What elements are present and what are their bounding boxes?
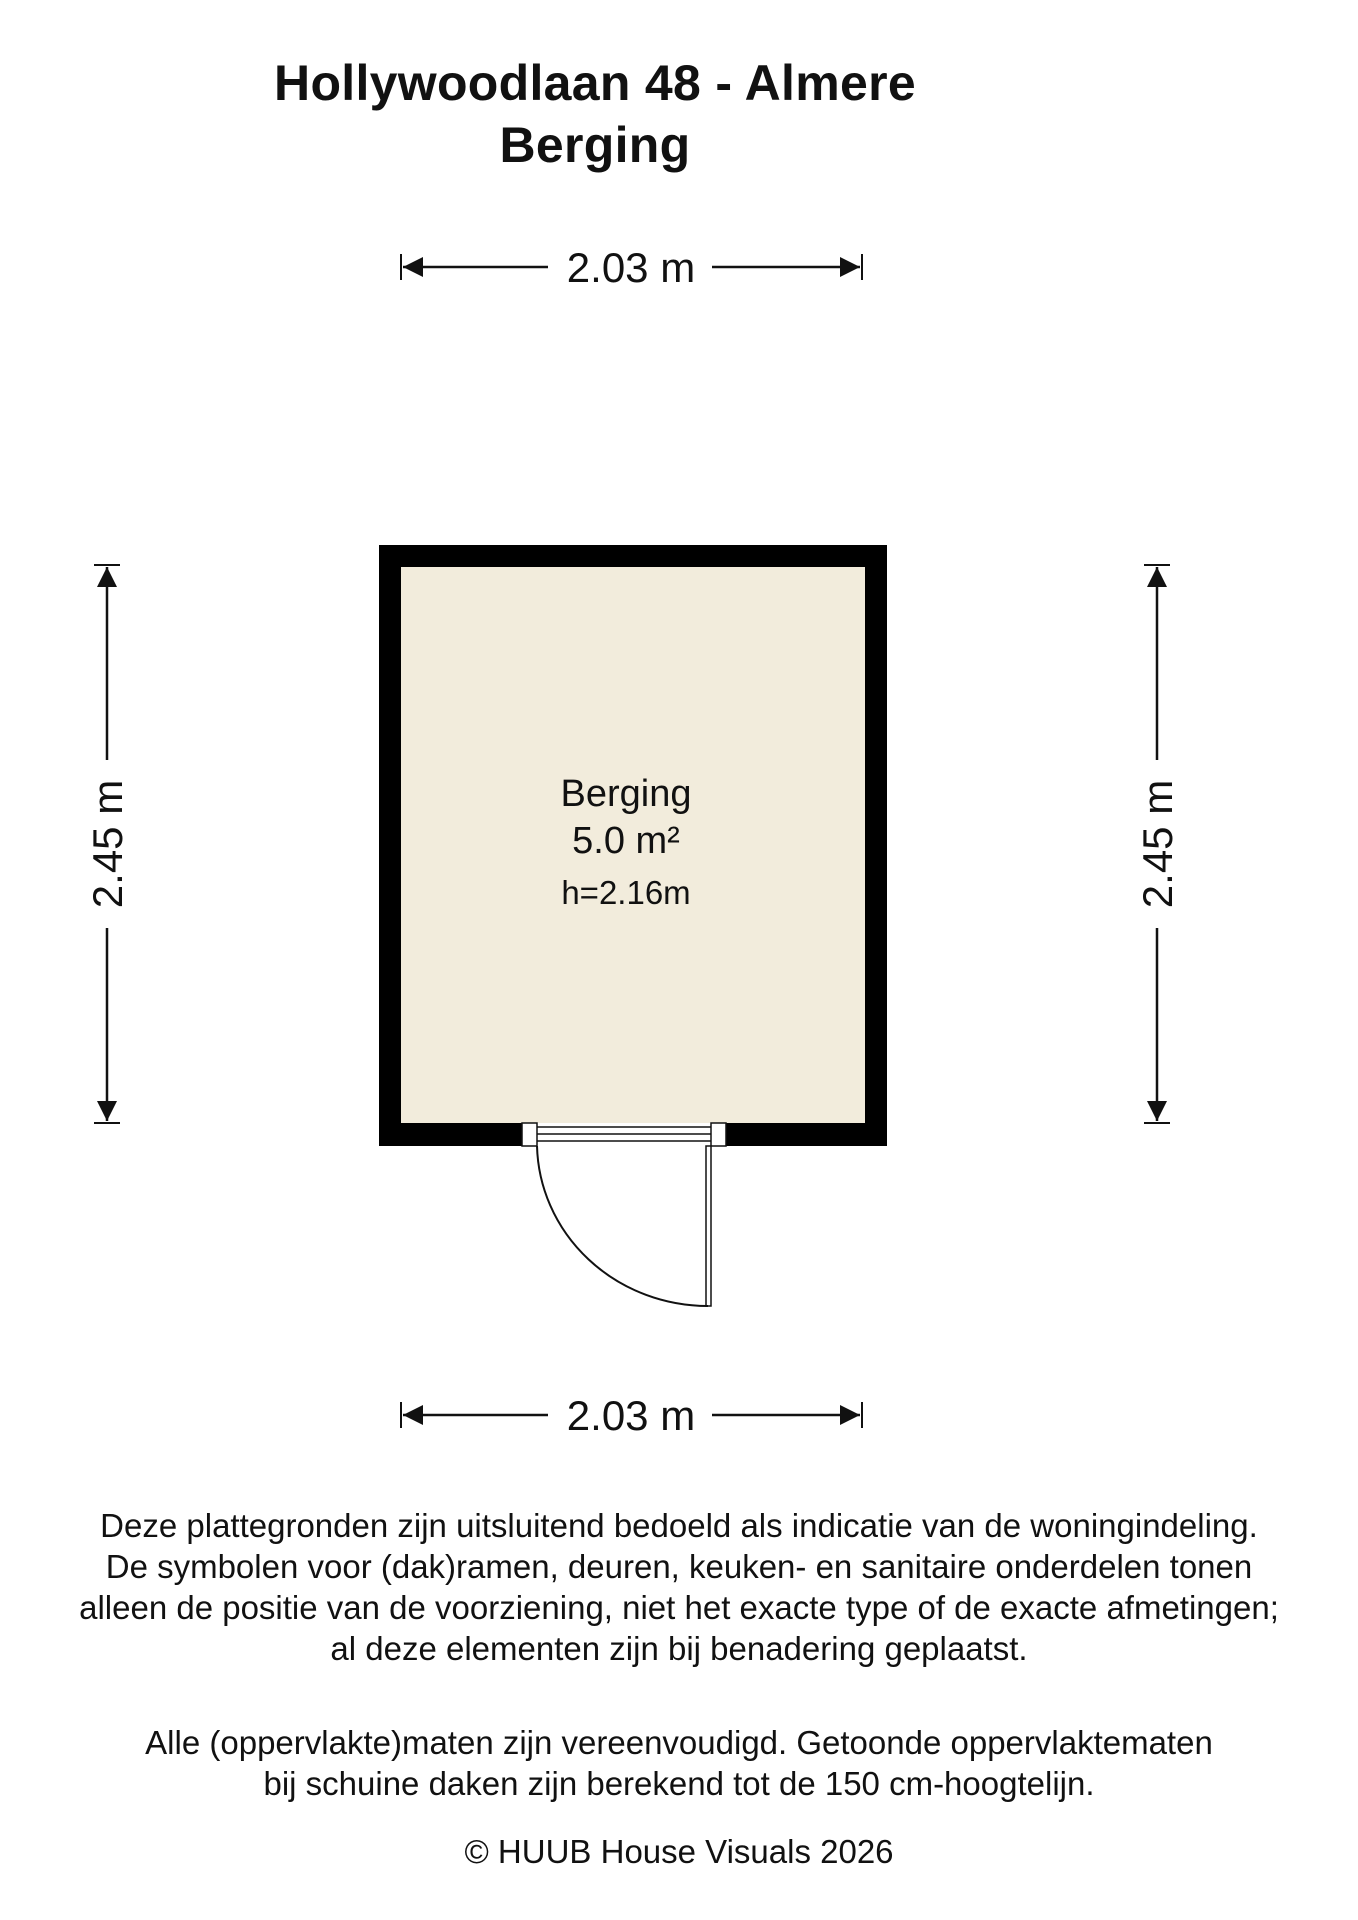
room-height: h=2.16m (561, 874, 691, 911)
door-leaf (706, 1146, 711, 1306)
door-jamb-left (522, 1123, 537, 1146)
disclaimer-line: al deze elementen zijn bij benadering geplaatst. (330, 1630, 1028, 1667)
dimension-bottom (401, 1392, 862, 1439)
dimension-top (401, 244, 862, 291)
disclaimer-line: Alle (oppervlakte)maten zijn vereenvoudigd. Getoonde oppervlaktematen (145, 1724, 1213, 1761)
disclaimer-line: Deze plattegronden zijn uitsluitend bedoeld als indicatie van de woningindeling. (100, 1507, 1258, 1544)
copyright-notice: © HUUB House Visuals 2026 (464, 1833, 894, 1870)
room-area: 5.0 m² (572, 820, 680, 862)
room-name: Berging (560, 773, 692, 815)
disclaimer-line: De symbolen voor (dak)ramen, deuren, keuken- en sanitaire onderdelen tonen (105, 1548, 1253, 1585)
disclaimer-paragraph-2 (0, 1722, 1358, 1804)
dimension-right-label: 2.45 m (1134, 779, 1181, 909)
dimension-left (84, 565, 131, 1123)
door-swing-arc (537, 1146, 708, 1306)
door-jamb-right (711, 1123, 726, 1146)
disclaimer-line: bij schuine daken zijn berekend tot de 150 cm-hoogtelijn. (263, 1765, 1095, 1802)
dimension-left-label: 2.45 m (84, 779, 131, 909)
dimension-top-label: 2.03 m (566, 244, 696, 291)
dimension-right (1134, 565, 1181, 1123)
plan-subtitle: Berging (499, 117, 691, 173)
disclaimer-paragraph-1 (0, 1505, 1358, 1669)
dimension-bottom-label: 2.03 m (566, 1392, 696, 1439)
room-berging (379, 545, 887, 1306)
disclaimer-line: alleen de positie van de voorziening, niet het exacte type of de exacte afmetingen; (79, 1589, 1279, 1626)
plan-title: Hollywoodlaan 48 - Almere (274, 55, 916, 111)
